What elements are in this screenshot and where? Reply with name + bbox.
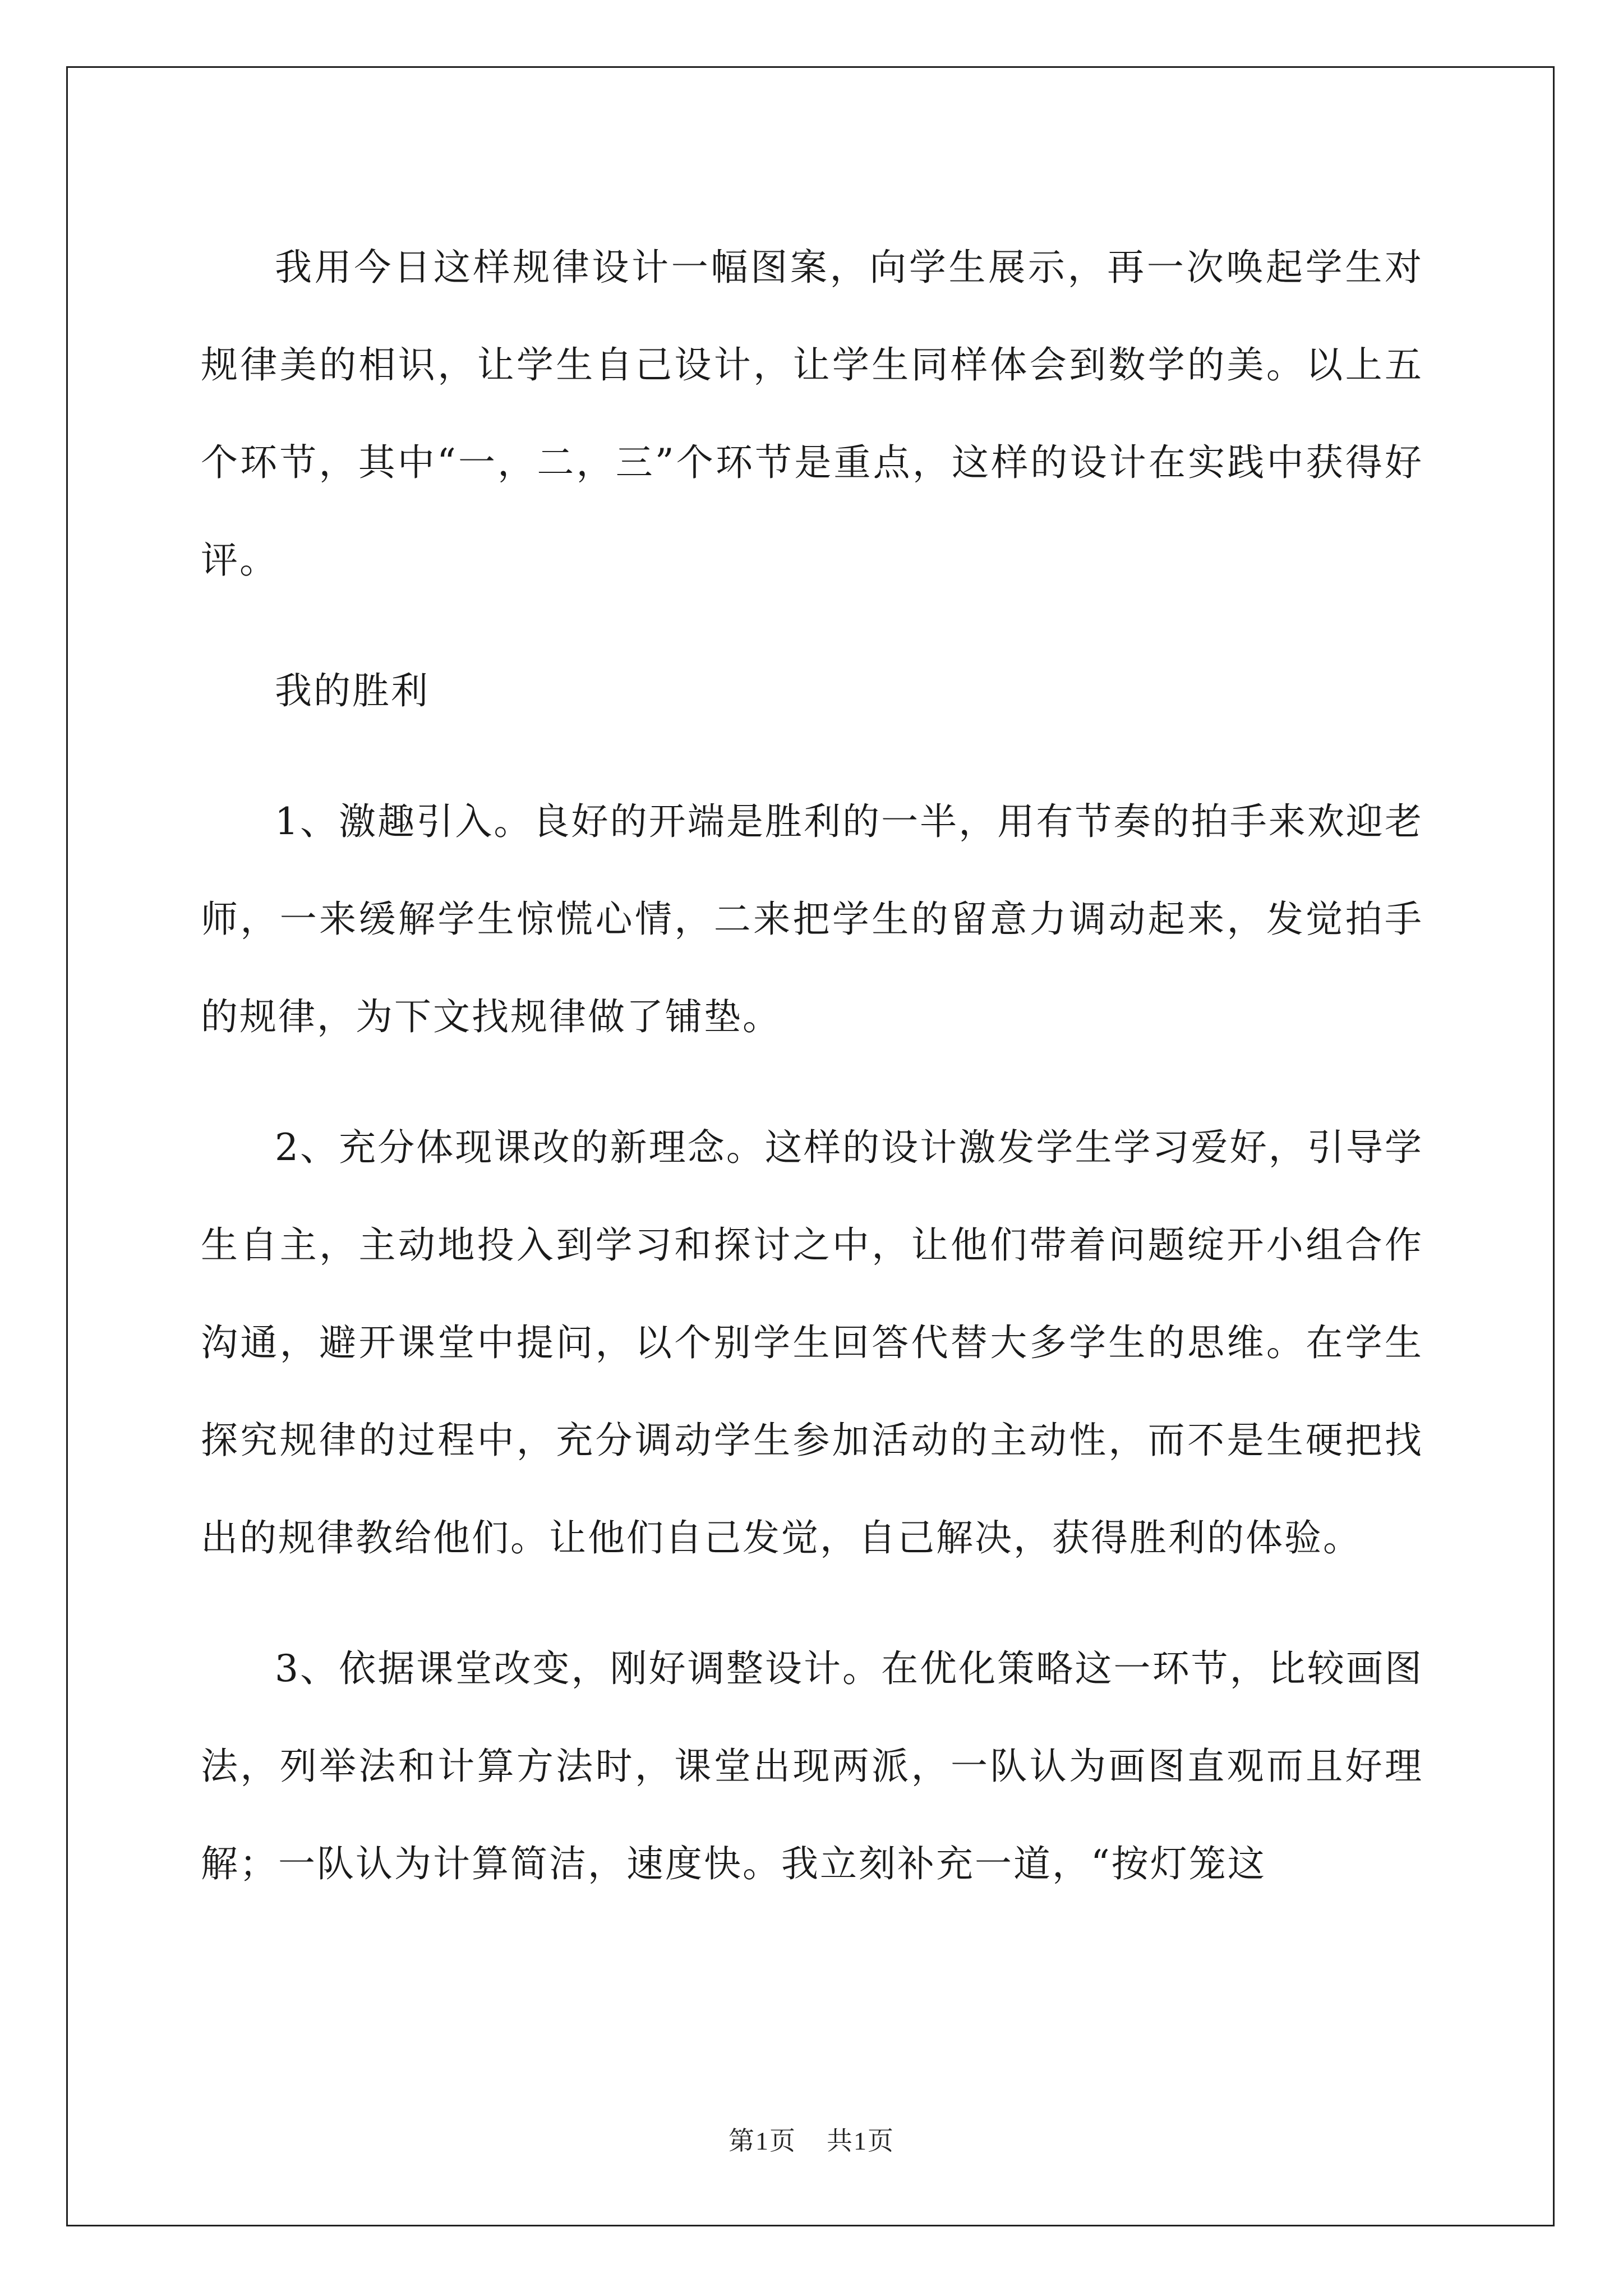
paragraph-intro: 我用今日这样规律设计一幅图案，向学生展示，再一次唤起学生对规律美的相识，让学生自己设计，让学生同样体会到数学的美。以上五个环节，其中“一，二，三”个环节是重点，这样的设计在实践中获得好评。	[201, 246, 1423, 582]
paragraph-point-3: 3、依据课堂改变，刚好调整设计。在优化策略这一环节，比较画图法，列举法和计算方法时，课堂出现两派，一队认为画图直观而且好理解；一队认为计算简洁，速度快。我立刻补充一道，“按灯笼这	[201, 1647, 1423, 1885]
paragraph-point-2: 2、充分体现课改的新理念。这样的设计激发学生学习爱好，引导学生自主，主动地投入到学习和探讨之中，让他们带着问题绽开小组合作沟通，避开课堂中提问，以个别学生回答代替大多学生的思维。在学生探究规律的过程中，充分调动学生参加活动的主动性，而不是生硬把找出的规律教给他们。让他们自己发觉，自己解决，获得胜利的体验。	[201, 1126, 1423, 1559]
page-number-footer: 第1页 共1页	[728, 2127, 895, 2155]
document-body	[201, 219, 1423, 1946]
paragraph-point-1: 1、激趣引入。良好的开端是胜利的一半，用有节奏的拍手来欢迎老师，一来缓解学生惊慌心情，二来把学生的留意力调动起来，发觉拍手的规律，为下文找规律做了铺垫。	[201, 800, 1423, 1038]
section-heading: 我的胜利	[275, 669, 430, 712]
